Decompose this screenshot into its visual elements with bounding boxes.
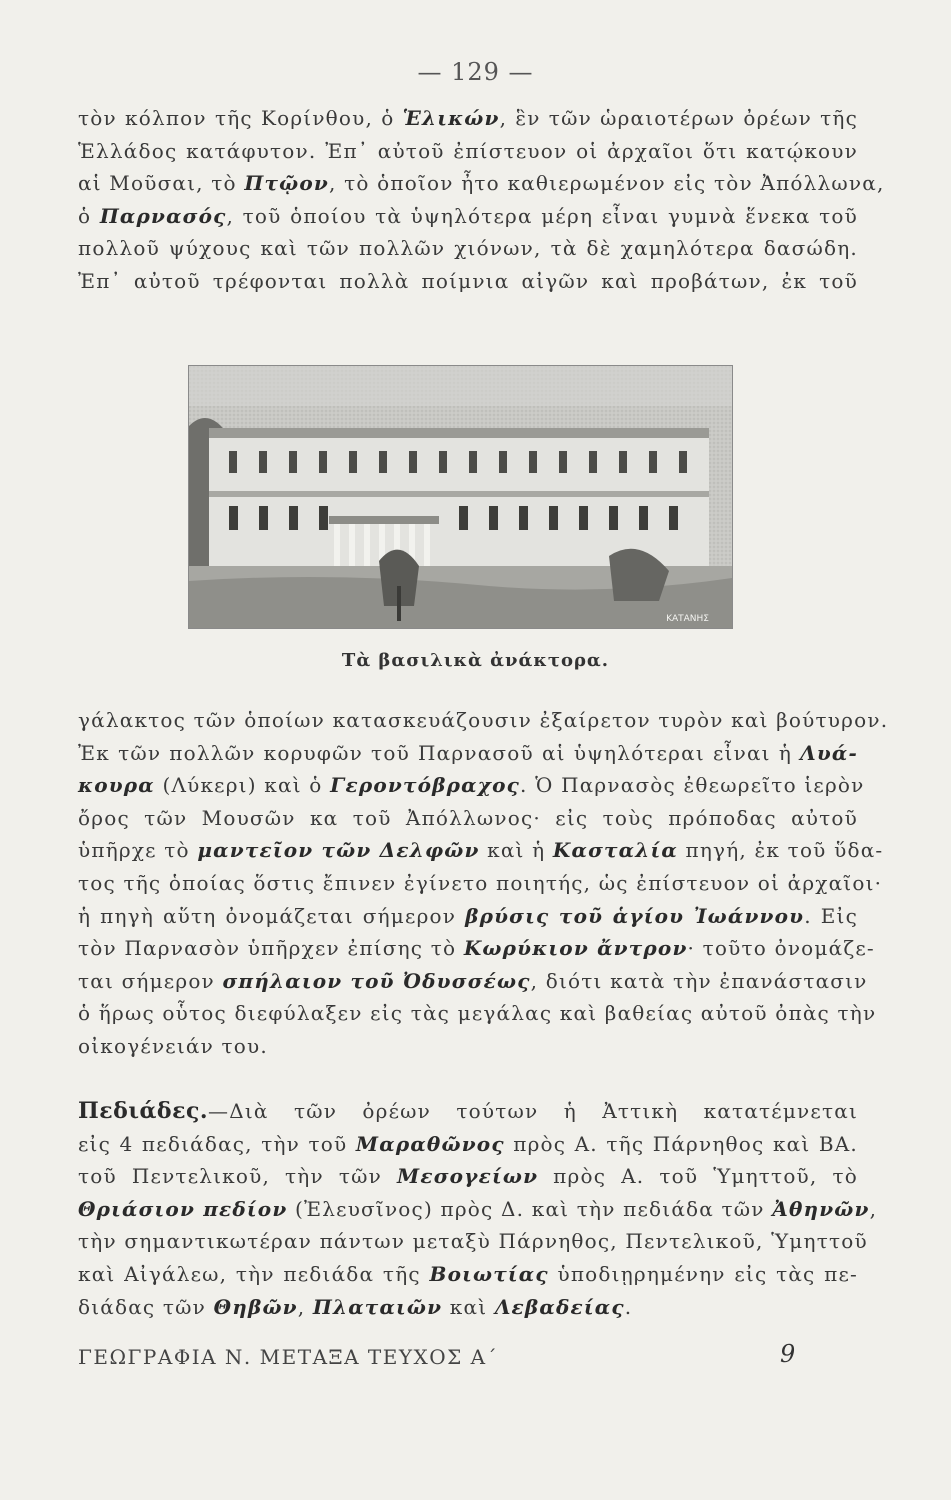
text-line (78, 965, 868, 998)
text-run: , διότι κατὰ τὴν ἐπανάστασιν (530, 968, 868, 993)
emphasized-term: Γεροντόβραχος (330, 773, 521, 798)
emphasized-term: Μεσογείων (397, 1164, 539, 1189)
text-run: ται σήμερον (78, 968, 223, 993)
text-line (78, 102, 858, 135)
text-run: τὸν Παρνασὸν ὑπῆρχεν ἐπίσης τὸ (78, 936, 464, 961)
emphasized-term: Λυά- (800, 740, 858, 765)
text-line (78, 1128, 858, 1161)
page-number: — 129 — (417, 58, 534, 86)
emphasized-term: Λεβαδείας (494, 1294, 625, 1319)
paragraph-parnassus (78, 704, 889, 1063)
text-run: ὑποδιῃρημένην εἰς τὰς πε- (548, 1261, 858, 1286)
footer-sheet-number: 9 (780, 1340, 796, 1368)
text-run: Ἐκ τῶν πολλῶν κορυφῶν τοῦ Παρνασοῦ αἱ ὑψηλότεραι εἶναι ἡ (78, 740, 801, 765)
emphasized-term: Θριάσιον πεδίον (78, 1196, 288, 1221)
emphasized-term: Ἑλικών (402, 106, 500, 130)
text-run: ἡ πηγὴ αὕτη ὀνομάζεται σήμερον (78, 903, 466, 928)
emphasized-term: Βοιωτίας (429, 1261, 549, 1286)
text-line (78, 1160, 858, 1193)
text-line (78, 802, 858, 835)
emphasized-term: κουρα (78, 773, 155, 798)
text-run: πηγή, ἐκ τοῦ ὕδα- (677, 838, 884, 863)
text-line (78, 167, 885, 200)
text-run: , (869, 1196, 878, 1221)
text-line (78, 1258, 858, 1291)
text-run: . (624, 1294, 633, 1319)
text-run: πρὸς Α. τῆς Πάρνηθος καὶ ΒΑ. (504, 1131, 858, 1156)
text-run: , (297, 1294, 313, 1319)
text-run: ὄρος τῶν Μουσῶν κα τοῦ Ἀπόλλωνος· εἰς τοὺς πρόποδας αὐτοῦ (78, 805, 858, 830)
text-run: καὶ Αἰγάλεω, τὴν πεδιάδα τῆς (78, 1261, 430, 1286)
emphasized-term: βρύσις τοῦ ἁγίου Ἰωάννου (465, 903, 805, 928)
text-run: , τοῦ ὁποίου τὰ ὑψηλότερα μέρη εἶναι γυμνὰ ἕνεκα τοῦ (226, 203, 858, 228)
text-line (78, 1225, 868, 1258)
text-run: Ἑλλάδος κατάφυτον. Ἐπ᾿ αὐτοῦ ἐπίστευον οἱ ἀρχαῖοι ὅτι κατῴκουν (78, 138, 858, 163)
text-run: εἰς 4 πεδιάδας, τὴν τοῦ (78, 1131, 356, 1156)
text-line (78, 135, 858, 168)
text-line (78, 265, 858, 298)
text-line (78, 737, 858, 770)
text-run: διάδας τῶν (78, 1294, 214, 1319)
text-run: αἱ Μοῦσαι, τὸ (78, 171, 245, 196)
footer-signature: ΓΕΩΓΡΑΦΙΑ Ν. ΜΕΤΑΞΑ ΤΕΥΧΟΣ Α΄ (78, 1345, 499, 1369)
palace-illustration (189, 366, 732, 628)
text-line (78, 932, 875, 965)
text-run: . Ὁ Παρνασὸς ἐθεωρεῖτο ἱερὸν (520, 773, 865, 798)
text-run: , ἓν τῶν ὡραιοτέρων ὀρέων τῆς (499, 106, 858, 130)
emphasized-term: Μαραθῶνος (355, 1131, 505, 1156)
text-run: τος τῆς ὁποίας ὅστις ἔπινεν ἐγίνετο ποιητής, ὡς ἐπίστευον οἱ ἀρχαῖοι· (78, 870, 883, 895)
emphasized-term: Θηβῶν (213, 1294, 298, 1319)
text-line (78, 997, 877, 1030)
paragraph-top (78, 102, 885, 298)
text-line (78, 1193, 878, 1226)
plains-first-line (78, 1095, 858, 1128)
emphasized-term: Πτῷον (244, 171, 329, 196)
text-run: (Λύκερι) καὶ ὁ (154, 773, 331, 798)
palace-photograph (188, 365, 733, 629)
emphasized-term: Κωρύκιον ἄντρον (463, 936, 688, 961)
text-run: ὁ (78, 203, 100, 228)
text-line (78, 1291, 858, 1324)
text-run: τὴν σημαντικωτέραν πάντων μεταξὺ Πάρνηθος, Πεντελικοῦ, Ὑμηττοῦ (78, 1229, 868, 1254)
text-line (78, 1030, 858, 1063)
figure-caption: Τὰ βασιλικὰ ἀνάκτορα. (341, 650, 610, 671)
text-run: ὁ ἥρως οὗτος διεφύλαξεν εἰς τὰς μεγάλας καὶ βαθείας αὐτοῦ ὀπὰς τὴν (78, 1001, 877, 1026)
emphasized-term: Ἀθηνῶν (772, 1196, 870, 1221)
text-line (78, 200, 858, 233)
text-run: καὶ (442, 1294, 495, 1319)
text-run: τοῦ Πεντελικοῦ, τὴν τῶν (78, 1164, 397, 1189)
text-line (78, 900, 858, 933)
text-line (78, 867, 883, 900)
text-run: ὑπῆρχε τὸ (78, 838, 198, 863)
emphasized-term: Πλαταιῶν (312, 1294, 443, 1319)
text-line (78, 704, 889, 737)
text-run: πολλοῦ ψύχους καὶ τῶν πολλῶν χιόνων, τὰ δὲ χαμηλότερα δασώδη. (78, 236, 858, 261)
text-run: , τὸ ὁποῖον ἦτο καθιερωμένον εἰς τὸν Ἀπόλλωνα, (329, 171, 885, 196)
text-run: οἰκογένειάν του. (78, 1033, 268, 1058)
paragraph-plains (78, 1095, 878, 1323)
text-run: (Ἐλευσῖνος) πρὸς Δ. καὶ τὴν πεδιάδα τῶν (287, 1196, 773, 1221)
emphasized-term: Παρνασός (99, 203, 227, 228)
text-run: · τοῦτο ὀνομάζε- (687, 936, 875, 961)
text-run: . Εἰς (804, 903, 858, 928)
text-run: γάλακτος τῶν ὁποίων κατασκευάζουσιν ἐξαίρετον τυρὸν καὶ βούτυρον. (78, 708, 889, 732)
plains-heading: Πεδιάδες. (78, 1098, 209, 1124)
text-run: Ἐπ᾿ αὐτοῦ τρέφονται πολλὰ ποίμνια αἰγῶν καὶ προβάτων, ἐκ τοῦ (78, 268, 858, 293)
plains-first-line-text (208, 1099, 858, 1123)
emphasized-term: Κασταλία (552, 838, 678, 863)
emphasized-term: μαντεῖον τῶν Δελφῶν (197, 838, 480, 863)
photo-signature: ΚΑΤΑΝΗΣ (666, 614, 709, 624)
plains-lines (78, 1128, 878, 1324)
text-run: πρὸς Α. τοῦ Ὑμηττοῦ, τὸ (538, 1164, 858, 1189)
text-line (78, 834, 884, 867)
text-line (78, 769, 865, 802)
emphasized-term: σπήλαιον τοῦ Ὀδυσσέως (222, 968, 531, 993)
text-run: τὸν κόλπον τῆς Κορίνθου, ὁ (78, 106, 403, 130)
text-line (78, 232, 858, 265)
text-run: —Διὰ τῶν ὀρέων τούτων ἡ Ἀττικὴ κατατέμνεται (208, 1099, 858, 1123)
text-run: καὶ ἡ (479, 838, 553, 863)
